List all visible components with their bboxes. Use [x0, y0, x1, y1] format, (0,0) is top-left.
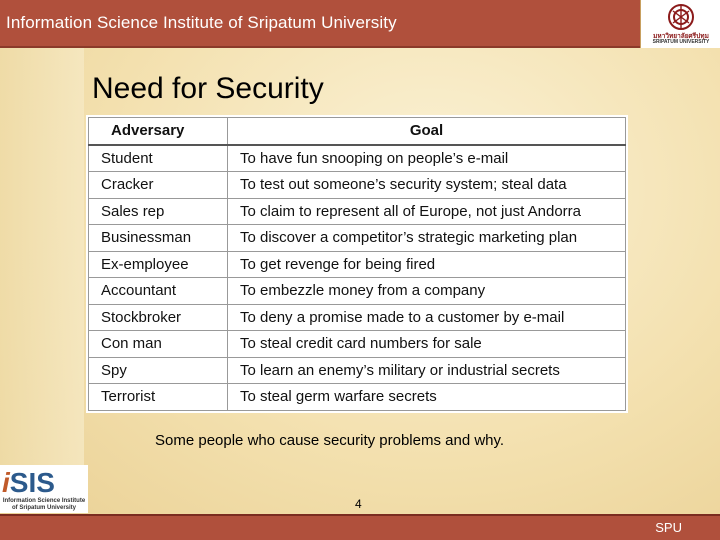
- left-decorative-band: [0, 46, 84, 466]
- isis-logo-line1: Information Science Institute: [2, 498, 86, 504]
- column-header-goal: Goal: [228, 118, 626, 145]
- adversary-cell: Accountant: [89, 278, 228, 305]
- isis-mark-i: i: [2, 467, 10, 498]
- column-header-adversary: Adversary: [89, 118, 228, 145]
- university-name-english: SRIPATUM UNIVERSITY: [652, 39, 710, 45]
- table-row: [89, 225, 626, 252]
- adversary-cell: Sales rep: [89, 198, 228, 225]
- table-row: [89, 357, 626, 384]
- isis-logo-line2: of Sripatum University: [11, 505, 76, 511]
- goal-cell: To discover a competitor’s strategic marketing plan: [228, 225, 626, 252]
- adversary-cell: Cracker: [89, 172, 228, 199]
- goal-cell: To have fun snooping on people’s e-mail: [228, 145, 626, 172]
- adversary-cell: Con man: [89, 331, 228, 358]
- adversary-cell: Ex-employee: [89, 251, 228, 278]
- table-body: [89, 145, 626, 411]
- goal-cell: To learn an enemy’s military or industrial secrets: [228, 357, 626, 384]
- table-row: [89, 331, 626, 358]
- goal-cell: To embezzle money from a company: [228, 278, 626, 305]
- header-bar: [0, 0, 640, 48]
- adversary-cell: Spy: [89, 357, 228, 384]
- table-row: [89, 304, 626, 331]
- goal-cell: To test out someone’s security system; steal data: [228, 172, 626, 199]
- header-title: Information Science Institute of Sripatum University: [6, 13, 397, 32]
- adversary-cell: Terrorist: [89, 384, 228, 411]
- table-row: [89, 172, 626, 199]
- table-row: [89, 251, 626, 278]
- page-number: 4: [355, 497, 362, 511]
- isis-logo-mark: [2, 467, 55, 499]
- adversary-goal-table: [88, 117, 626, 411]
- table-row: [89, 145, 626, 172]
- goal-cell: To claim to represent all of Europe, not just Andorra: [228, 198, 626, 225]
- university-seal-icon: [664, 3, 698, 31]
- adversary-cell: Student: [89, 145, 228, 172]
- university-logo: [640, 0, 720, 48]
- table-header-row: [89, 118, 626, 145]
- university-name-thai: มหาวิทยาลัยศรีปทุม: [653, 33, 709, 40]
- table-row: [89, 198, 626, 225]
- goal-cell: To get revenge for being fired: [228, 251, 626, 278]
- isis-logo: [0, 465, 88, 513]
- table-row: [89, 278, 626, 305]
- slide-title: Need for Security: [92, 72, 324, 105]
- isis-mark-sis: SIS: [9, 467, 55, 498]
- footer-bar: [0, 514, 720, 540]
- goal-cell: To steal credit card numbers for sale: [228, 331, 626, 358]
- table-caption: Some people who cause security problems and why.: [155, 432, 505, 449]
- footer-label: SPU: [655, 520, 682, 535]
- goal-cell: To deny a promise made to a customer by e-mail: [228, 304, 626, 331]
- footer-divider: [0, 514, 720, 516]
- table-row: [89, 384, 626, 411]
- goal-cell: To steal germ warfare secrets: [228, 384, 626, 411]
- adversary-cell: Stockbroker: [89, 304, 228, 331]
- adversary-cell: Businessman: [89, 225, 228, 252]
